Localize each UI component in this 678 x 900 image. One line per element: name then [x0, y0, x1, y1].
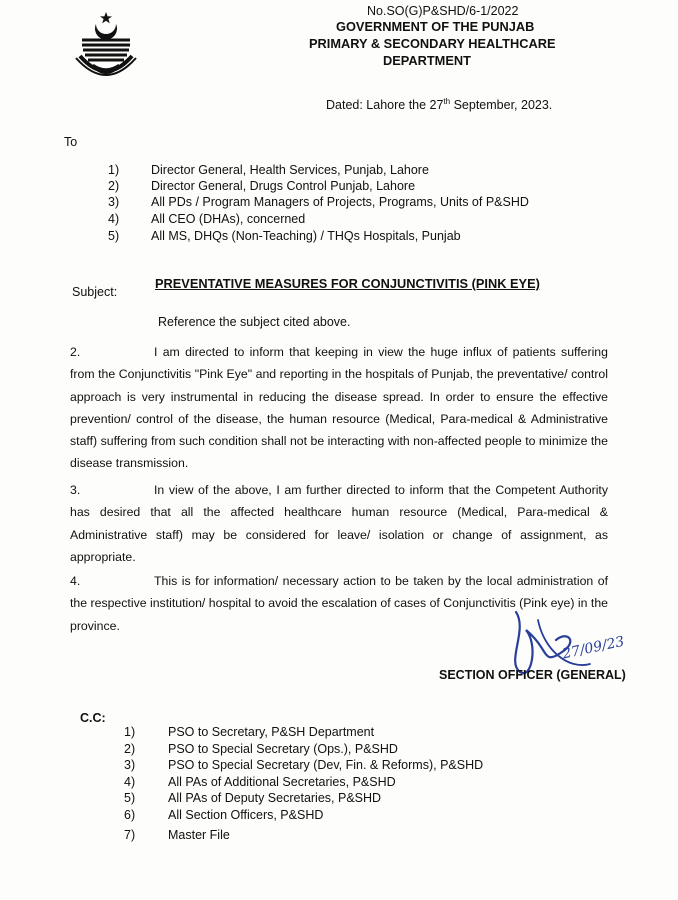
subject-title: PREVENTATIVE MEASURES FOR CONJUNCTIVITIS (PINK EYE) — [155, 276, 540, 291]
paragraph-3 — [70, 479, 608, 568]
list-number: 7) — [124, 828, 136, 842]
list-text: Director General, Health Services, Punjab, Lahore — [151, 163, 429, 177]
list-number: 1) — [124, 725, 136, 739]
government-title: GOVERNMENT OF THE PUNJAB — [336, 19, 535, 34]
list-number: 1) — [108, 163, 120, 177]
list-text: PSO to Special Secretary (Dev, Fin. & Reforms), P&SHD — [168, 758, 484, 772]
list-number: 4) — [108, 212, 120, 226]
list-text: All PDs / Program Managers of Projects, Programs, Units of P&SHD — [151, 195, 529, 209]
list-number: 2) — [108, 179, 120, 193]
list-text: All CEO (DHAs), concerned — [151, 212, 306, 226]
list-number: 3) — [108, 195, 120, 209]
list-number: 3) — [124, 758, 136, 772]
paragraph-text: I am directed to inform that keeping in view the huge influx of patients suffering from the Conjunctivitis "Pink Eye" and reporting in the hospitals of Punjab, the preventative/ control approach is very instrumental in reducing the disease spread. In order to ensure the effective prevention/ control of the disease, the human resource (Medical, Para-medical & Administrative staff) suffering from such condition shall not be interacting with non-affected people to minimize the disease transmission. — [70, 345, 608, 471]
list-number: 5) — [108, 229, 120, 243]
list-text: All PAs of Deputy Secretaries, P&SHD — [168, 791, 382, 805]
paragraph-text: In view of the above, I am further directed to inform that the Competent Authority has desired that all the affected healthcare human resource (Medical, Para-medical & Administrative staff) may be considered for leave/ isolation or change of assignment, as appropriate. — [70, 483, 608, 564]
paragraph-text: This is for information/ necessary action to be taken by the local administration of the respective institution/ hospital to avoid the escalation of cases of Conjunctivitis (Pink eye) in the province. — [70, 574, 608, 633]
subject-label: Subject: — [72, 285, 118, 299]
file-number: No.SO(G)P&SHD/6-1/2022 — [367, 4, 519, 18]
list-text: All MS, DHQs (Non-Teaching) / THQs Hospitals, Punjab — [151, 229, 461, 243]
date-line: Dated: Lahore the 27th September, 2023. — [326, 97, 553, 113]
paragraph-number: 3. — [70, 483, 81, 497]
paragraph-number: 2. — [70, 345, 81, 359]
department-title-line2: DEPARTMENT — [383, 53, 471, 68]
signature-date: 27/09/23 — [561, 633, 626, 663]
to-label: To — [64, 135, 78, 149]
list-text: Master File — [168, 828, 230, 842]
list-text: PSO to Secretary, P&SH Department — [168, 725, 375, 739]
list-number: 4) — [124, 775, 136, 789]
reference-line: Reference the subject cited above. — [158, 315, 351, 329]
list-text: All Section Officers, P&SHD — [168, 808, 324, 822]
list-number: 5) — [124, 791, 136, 805]
signatory-title: SECTION OFFICER (GENERAL) — [439, 668, 626, 682]
list-text: Director General, Drugs Control Punjab, Lahore — [151, 179, 416, 193]
paragraph-2 — [70, 341, 608, 475]
list-text: PSO to Special Secretary (Ops.), P&SHD — [168, 742, 398, 756]
paragraph-number: 4. — [70, 574, 81, 588]
list-number: 2) — [124, 742, 136, 756]
list-number: 6) — [124, 808, 136, 822]
list-text: All PAs of Additional Secretaries, P&SHD — [168, 775, 396, 789]
punjab-government-emblem-icon — [70, 8, 142, 86]
cc-label: C.C: — [80, 711, 106, 725]
department-title-line1: PRIMARY & SECONDARY HEALTHCARE — [309, 36, 556, 51]
